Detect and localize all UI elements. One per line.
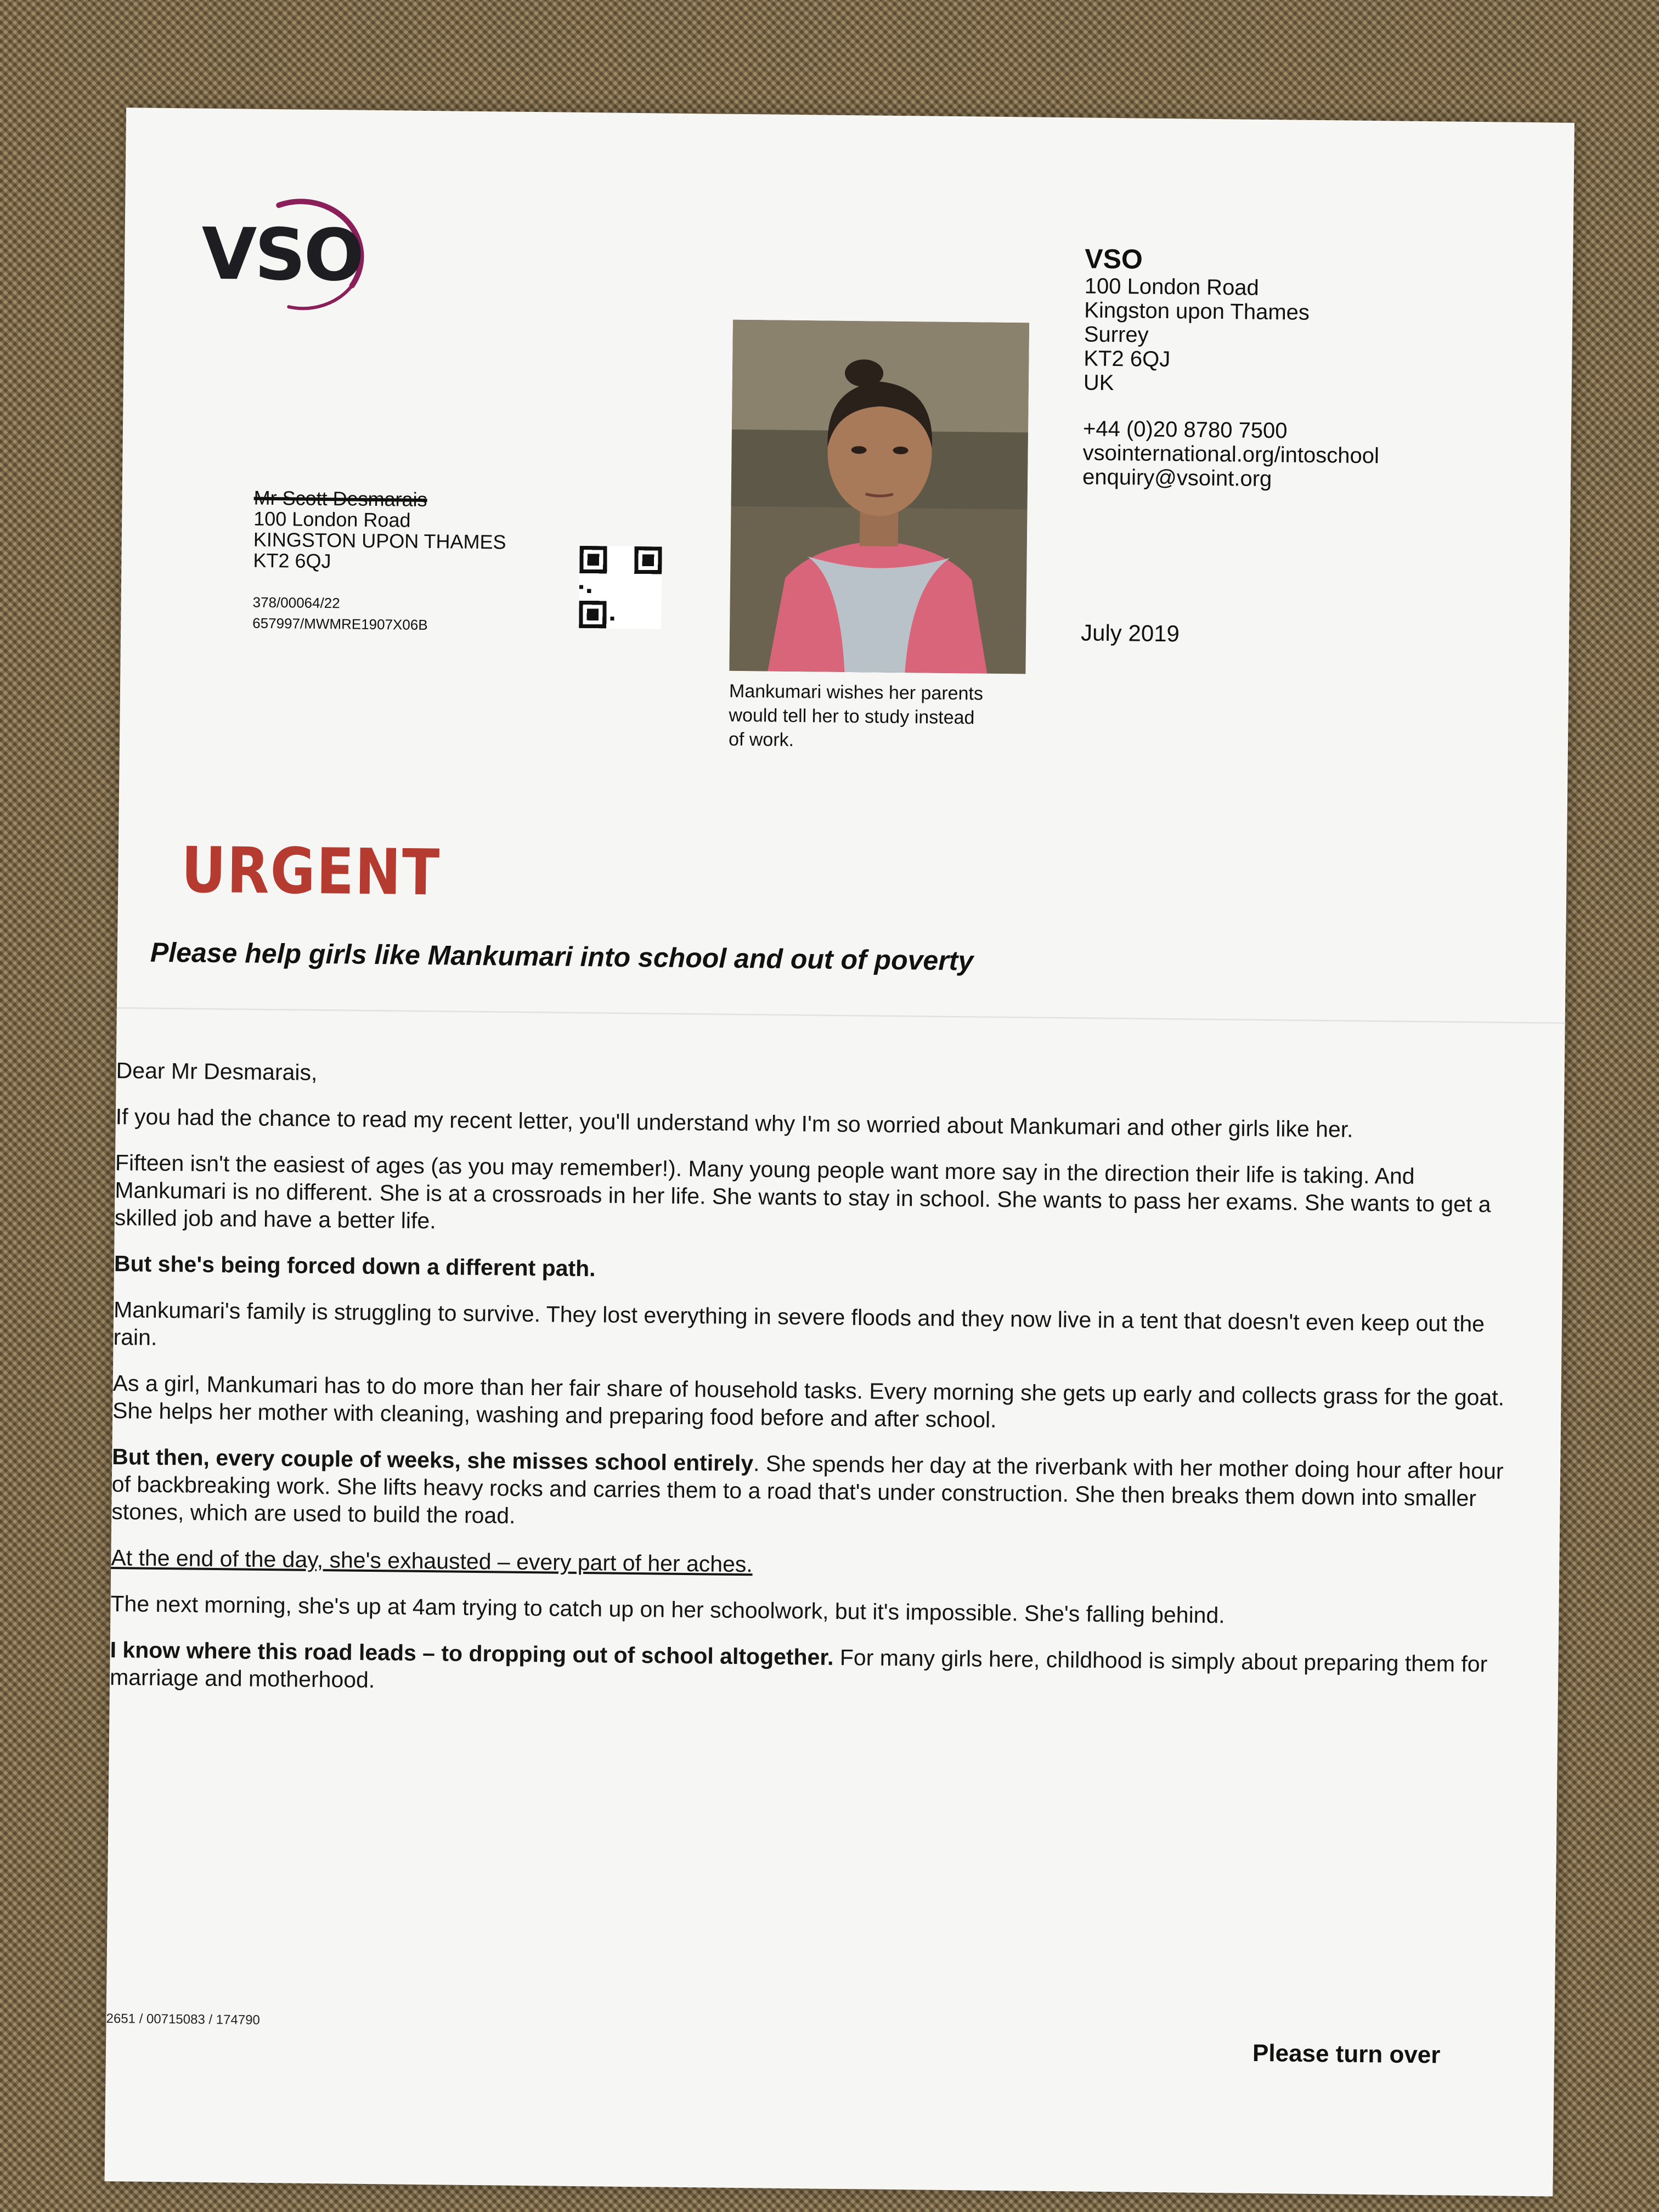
sender-address-line: Kingston upon Thames bbox=[1084, 298, 1310, 325]
footer-reference: 2651 / 00715083 / 174790 bbox=[106, 2011, 260, 2028]
paper-fold bbox=[117, 1007, 1565, 1024]
paragraph-text: For many girls here, childhood is simply about preparing them for marriage and motherhood. bbox=[109, 1644, 1488, 1693]
paragraph: The next morning, she's up at 4am trying to catch up on her schoolwork, but it's impossible. She's falling behind. bbox=[110, 1591, 1225, 1628]
salutation: Dear Mr Desmarais, bbox=[116, 1058, 318, 1085]
recipient-address-line: 100 London Road bbox=[253, 507, 411, 532]
vso-logo bbox=[195, 188, 372, 316]
sender-address-line: Surrey bbox=[1084, 322, 1149, 347]
sender-address-line: 100 London Road bbox=[1084, 274, 1260, 300]
photo-caption: Mankumari wishes her parents would tell her to study instead of work. bbox=[728, 680, 984, 751]
turn-over-note: Please turn over bbox=[1252, 2039, 1441, 2069]
paragraph: As a girl, Mankumari has to do more than her fair share of household tasks. Every morning she gets up early and collects grass for the goat. She helps her mother with cleaning, washing and preparing food before and after school. bbox=[112, 1370, 1505, 1432]
recipient-address-line: KINGSTON UPON THAMES bbox=[253, 528, 506, 554]
underlined-text: At the end of the day, she's exhausted – every part of her aches. bbox=[111, 1545, 753, 1577]
recipient-ref: 657997/MWMRE1907X06B bbox=[252, 614, 428, 633]
recipient-address bbox=[253, 488, 506, 574]
sender-phone: +44 (0)20 8780 7500 bbox=[1082, 416, 1288, 443]
sender-address bbox=[1082, 243, 1381, 492]
paragraph-text: . She spends her day at the riverbank with her mother doing hour after hour of backbreaking work. She lifts heavy rocks and carries them to a road that's under construction. She then breaks them down into smaller stones, which are used to build the road. bbox=[111, 1451, 1504, 1528]
recipient-address-line: KT2 6QJ bbox=[253, 549, 331, 573]
paragraph-underlined bbox=[111, 1544, 1515, 1586]
recipient-name: Mr Scott Desmarais bbox=[253, 486, 427, 511]
paragraph: Mankumari's family is struggling to survive. They lost everything in severe floods and they now live in a tent that doesn't even keep out the rain. bbox=[113, 1297, 1485, 1350]
sender-org: VSO bbox=[1084, 243, 1143, 275]
sender-address-line: UK bbox=[1083, 370, 1114, 396]
paragraph-bold bbox=[114, 1250, 1519, 1292]
sender-website: vsointernational.org/intoschool bbox=[1082, 441, 1380, 469]
headline: Please help girls like Mankumari into school and out of poverty bbox=[150, 936, 974, 977]
letter-sheet bbox=[104, 108, 1574, 2196]
sender-address-line: KT2 6QJ bbox=[1084, 346, 1171, 372]
svg-text:VSO: VSO bbox=[201, 212, 363, 297]
bold-text: I know where this road leads – to dropping out of school altogether. bbox=[110, 1637, 834, 1670]
sender-email: enquiry@vsoint.org bbox=[1082, 465, 1272, 492]
paragraph bbox=[110, 1636, 1515, 1706]
recipient-refs bbox=[252, 592, 428, 635]
paragraph: If you had the chance to read my recent letter, you'll understand why I'm so worried about Mankumari and other girls like her. bbox=[115, 1104, 1353, 1142]
recipient-ref: 378/00064/22 bbox=[252, 594, 340, 612]
letter-body bbox=[109, 1057, 1520, 1724]
urgent-stamp: URGENT bbox=[180, 833, 441, 910]
qr-code bbox=[579, 546, 662, 629]
portrait-photo bbox=[729, 320, 1029, 674]
bold-text: But then, every couple of weeks, she misses school entirely bbox=[112, 1444, 754, 1476]
bold-text: But she's being forced down a different path. bbox=[114, 1251, 596, 1282]
letter-date: July 2019 bbox=[1080, 619, 1180, 647]
paragraph: Fifteen isn't the easiest of ages (as you may remember!). Many young people want more say in the direction their life is taking. And Mankumari is no different. She is at a crossroads in her life. She wants to stay in school. She wants to pass her exams. She wants to get a skilled job and have a better life. bbox=[114, 1150, 1491, 1234]
paragraph bbox=[111, 1443, 1516, 1540]
